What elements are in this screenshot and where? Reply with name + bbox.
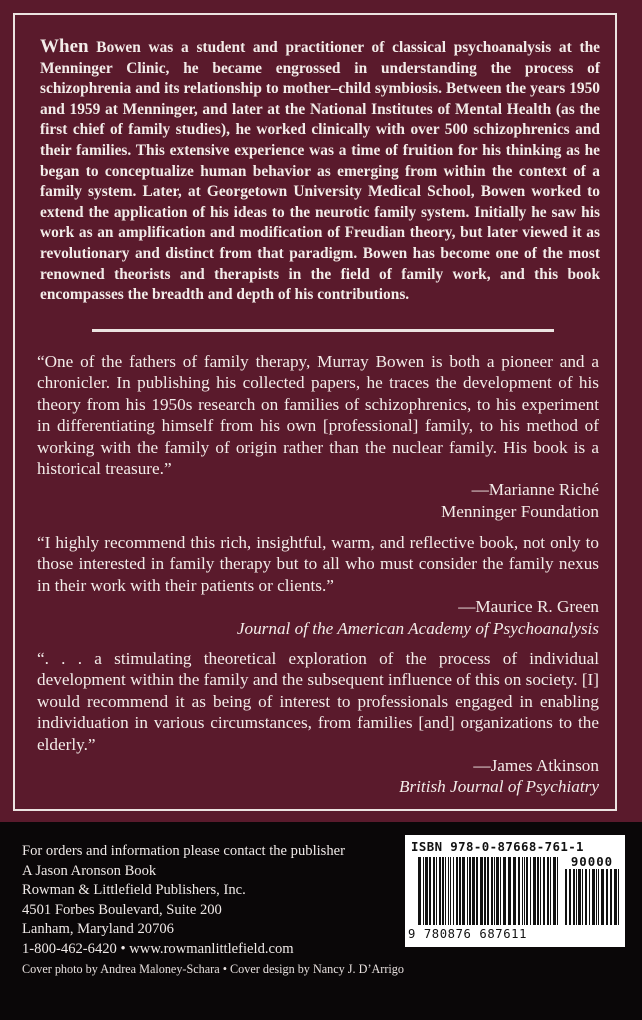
barcode-bar [487, 857, 489, 925]
barcode-bar [610, 869, 612, 925]
barcode-bar [508, 857, 511, 925]
barcode-bar [469, 857, 471, 925]
barcode-bar [569, 869, 571, 925]
barcode-bar [433, 857, 435, 925]
barcode-bar [582, 869, 583, 925]
barcode-bar [425, 857, 428, 925]
intro-paragraph [40, 37, 600, 306]
publisher-line: 4501 Forbes Boulevard, Suite 200 [22, 901, 222, 918]
intro-first-word: When [40, 36, 89, 57]
quote-attribution [37, 596, 599, 639]
barcode-bar [467, 857, 468, 925]
barcode-bar [513, 857, 516, 925]
publisher-line: 1-800-462-6420 • www.rowmanlittlefield.com [22, 940, 294, 957]
intro-body: Bowen was a student and practitioner of classical psychoanalysis at the Menninger Clinic, he became engrossed in understanding the process of schizophrenia and its relationship to mother–child symbiosis. Between the years 1950 and 1959 at Menninger, and later at the National Institutes of Mental Health (as the first chief of family studies), he worked clinically with over 500 schizophrenics and their families. This extensive experience was a time of fruition for his thinking as he began to conceptualize human behavior as emerging from within the context of a family system. Later, at Georgetown University Medical School, Bowen worked to extend the application of his ideas to the neurotic family system. Initially he saw his work as an amplification and modification of Freudian theory, but later viewed it as revolutionary and distinct from that paradigm. Bowen has become one of the most renowned theorists and therapists in the field of family work, and this book encompasses the breadth and depth of his contributions. [40, 39, 600, 304]
barcode-bar [496, 857, 499, 925]
barcode-bar [540, 857, 541, 925]
reviewer-affiliation: British Journal of Psychiatry [398, 777, 599, 797]
isbn-label: ISBN 978-0-87668-761-1 [411, 839, 584, 854]
reviewer-name: —James Atkinson [473, 756, 599, 776]
isbn-barcode [405, 835, 625, 947]
ean-digits: 9 780876 687611 [408, 927, 528, 941]
barcode-bar [476, 857, 478, 925]
publisher-line: Lanham, Maryland 20706 [22, 921, 174, 938]
quote-text: “One of the fathers of family therapy, Murray Bowen is both a pioneer and a chronicler. In publishing his collected papers, he traces the development of his theory from his 1950s research on families of schizophrenics, to his experiment in differentiating himself from his own [professional] family, to his method of working with the family of origin rather than the nuclear family. His book is a historical treasure.” [37, 352, 599, 479]
barcode-bar [418, 857, 421, 925]
barcode-bar [459, 857, 461, 925]
barcode-bar [550, 857, 551, 925]
barcode-bar [557, 857, 558, 925]
barcode-bar [448, 857, 449, 925]
reviewer-affiliation: Menninger Foundation [440, 501, 599, 521]
barcode-bar [503, 857, 506, 925]
reviewer-name: —Marianne Riché [471, 480, 599, 500]
barcode-bar [533, 857, 536, 925]
barcode-bar [537, 857, 539, 925]
review-quote-3 [37, 648, 599, 798]
barcode-bar [553, 857, 556, 925]
publisher-line: Rowman & Littlefield Publishers, Inc. [22, 882, 246, 899]
divider-rule [92, 329, 554, 332]
barcode-bar [530, 857, 531, 925]
barcode-bar [423, 857, 424, 925]
barcode-bar [524, 857, 525, 925]
barcode-bar [606, 869, 608, 925]
barcode-bar [453, 857, 454, 925]
addon-barcode-bars [565, 869, 619, 925]
barcode-bar [518, 857, 520, 925]
barcode-bar [472, 857, 475, 925]
barcode-bar [442, 857, 444, 925]
barcode-bar [589, 869, 590, 925]
quote-attribution [37, 479, 599, 522]
review-quote-1 [37, 351, 599, 522]
publisher-band [0, 822, 642, 1020]
barcode-bar [573, 869, 575, 925]
barcode-bar [592, 869, 595, 925]
barcode-bar [484, 857, 486, 925]
reviewer-affiliation: Journal of the American Academy of Psychoanalysis [236, 618, 599, 638]
ean-barcode-bars [418, 857, 558, 925]
cover-credits: Cover photo by Andrea Maloney-Schara • Cover design by Nancy J. D’Arrigo [22, 962, 404, 976]
barcode-bar [576, 869, 577, 925]
barcode-bar [436, 857, 437, 925]
reviewer-name: —Maurice R. Green [458, 597, 599, 617]
barcode-bar [494, 857, 495, 925]
publisher-line: For orders and information please contact the publisher [22, 843, 345, 859]
quote-attribution [37, 755, 599, 798]
barcode-bar [601, 869, 604, 925]
barcode-bar [462, 857, 465, 925]
barcode-bar [491, 857, 493, 925]
barcode-bar [596, 869, 597, 925]
quote-text: “. . . a stimulating theoretical exploration of the process of individual development within the family and the subsequent influence of this on society. [I] would recommend it as being of interest to professionals engaged in enabling individuation in various circumstances, from families [and] organizations to the elderly.” [37, 649, 599, 754]
barcode-bar [585, 869, 587, 925]
barcode-bar [543, 857, 545, 925]
barcode-bar [547, 857, 549, 925]
barcode-bar [522, 857, 523, 925]
barcode-bar [500, 857, 501, 925]
barcode-bar [618, 869, 619, 925]
barcode-bar [480, 857, 483, 925]
barcode-bar [578, 869, 581, 925]
barcode-bar [598, 869, 599, 925]
barcode-bar [565, 869, 567, 925]
barcode-bar [526, 857, 528, 925]
barcode-bar [429, 857, 431, 925]
barcode-addon-code: 90000 [570, 854, 614, 869]
barcode-bar [439, 857, 441, 925]
publisher-info [22, 842, 402, 960]
barcode-bar [456, 857, 458, 925]
publisher-line: A Jason Aronson Book [22, 862, 157, 879]
barcode-bar [445, 857, 446, 925]
quote-text: “I highly recommend this rich, insightful, warm, and reflective book, not only to those interested in family therapy but to all who must consider the family nexus in their work with their patients or clients.” [37, 533, 599, 595]
review-quote-2 [37, 532, 599, 639]
barcode-bar [614, 869, 617, 925]
barcode-bar [450, 857, 451, 925]
